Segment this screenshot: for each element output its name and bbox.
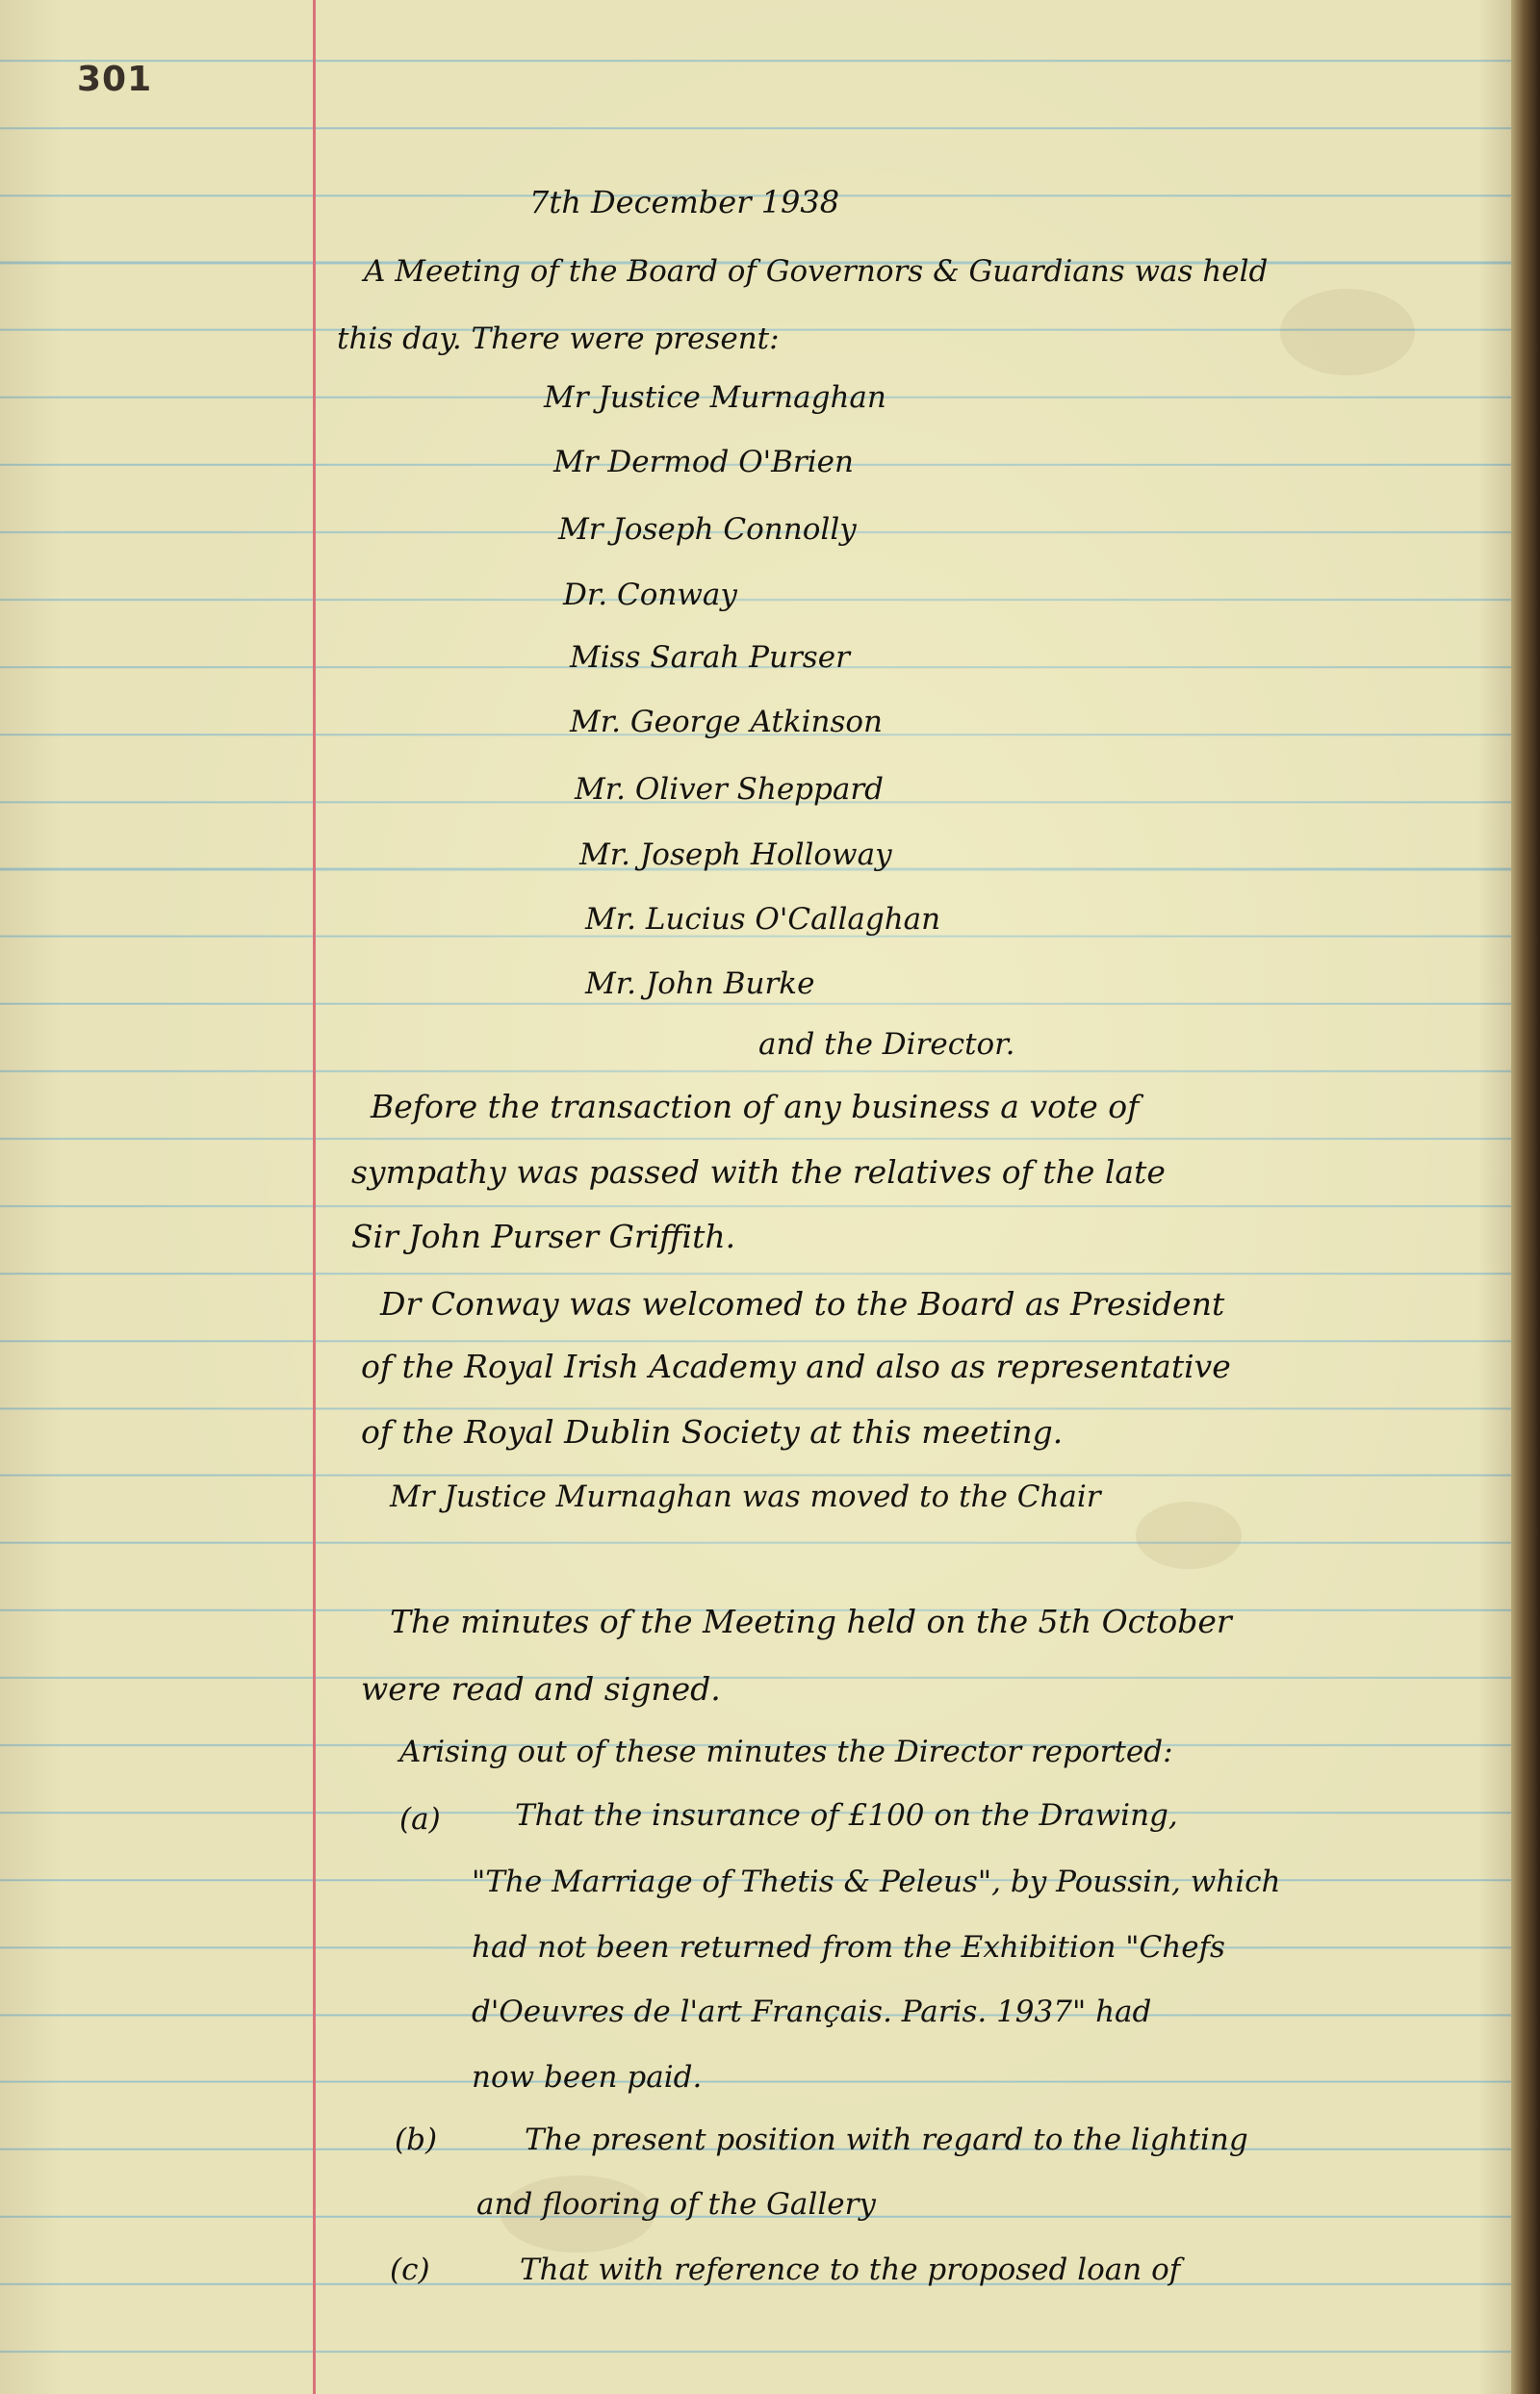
- item-a-marker: (a): [399, 1802, 441, 1837]
- attendee-name: Mr Dermod O'Brien: [553, 445, 854, 479]
- welcome-line: Dr Conway was welcomed to the Board as President: [380, 1285, 1225, 1323]
- item-b-line: The present position with regard to the lighting: [525, 2123, 1248, 2157]
- opening-line: this day. There were present:: [337, 322, 780, 356]
- book-binding-edge: [1511, 0, 1540, 2394]
- attendee-name: Mr. George Atkinson: [570, 705, 884, 739]
- opening-line: A Meeting of the Board of Governors & Guardians was held: [364, 254, 1269, 289]
- item-a-line: had not been returned from the Exhibition "Chefs: [472, 1930, 1225, 1965]
- item-b-line: and flooring of the Gallery: [476, 2187, 876, 2222]
- paper-stain: [1280, 289, 1415, 375]
- welcome-line: of the Royal Irish Academy and also as representative: [361, 1348, 1231, 1385]
- item-a-line: now been paid.: [472, 2060, 703, 2095]
- attendee-name: Dr. Conway: [563, 578, 737, 612]
- entry-date: 7th December 1938: [529, 184, 840, 220]
- minutes-line: The minutes of the Meeting held on the 5th October: [390, 1603, 1232, 1640]
- attendee-name: Mr Justice Murnaghan: [544, 380, 886, 415]
- paper-stain: [1136, 1502, 1242, 1569]
- item-b-marker: (b): [395, 2123, 438, 2157]
- item-c-marker: (c): [390, 2252, 430, 2287]
- sympathy-line: Sir John Purser Griffith.: [351, 1218, 736, 1255]
- chair-line: Mr Justice Murnaghan was moved to the Chair: [390, 1480, 1101, 1514]
- attendee-name: Miss Sarah Purser: [570, 640, 850, 675]
- item-a-line: "The Marriage of Thetis & Peleus", by Poussin, which: [472, 1865, 1281, 1899]
- attendee-name: Mr. Oliver Sheppard: [575, 772, 885, 807]
- item-a-line: d'Oeuvres de l'art Français. Paris. 1937" had: [472, 1995, 1152, 2029]
- minutes-line: were read and signed.: [361, 1670, 721, 1708]
- welcome-line: of the Royal Dublin Society at this meeting.: [361, 1413, 1064, 1451]
- sympathy-line: Before the transaction of any business a vote of: [371, 1088, 1140, 1125]
- item-a-line: That the insurance of £100 on the Drawing,: [515, 1798, 1178, 1833]
- attendee-name: Mr. Lucius O'Callaghan: [585, 902, 941, 937]
- attendee-name: Mr. Joseph Holloway: [579, 837, 892, 872]
- attendee-name: Mr. John Burke: [585, 966, 815, 1001]
- attendee-name: Mr Joseph Connolly: [558, 512, 857, 547]
- arising-line: Arising out of these minutes the Director reported:: [399, 1735, 1173, 1769]
- sympathy-line: sympathy was passed with the relatives of the late: [351, 1153, 1166, 1191]
- item-c-line: That with reference to the proposed loan of: [520, 2252, 1181, 2287]
- attendees-closing: and the Director.: [758, 1027, 1015, 1062]
- margin-rule: [313, 0, 316, 2394]
- page-number: 301: [77, 60, 153, 99]
